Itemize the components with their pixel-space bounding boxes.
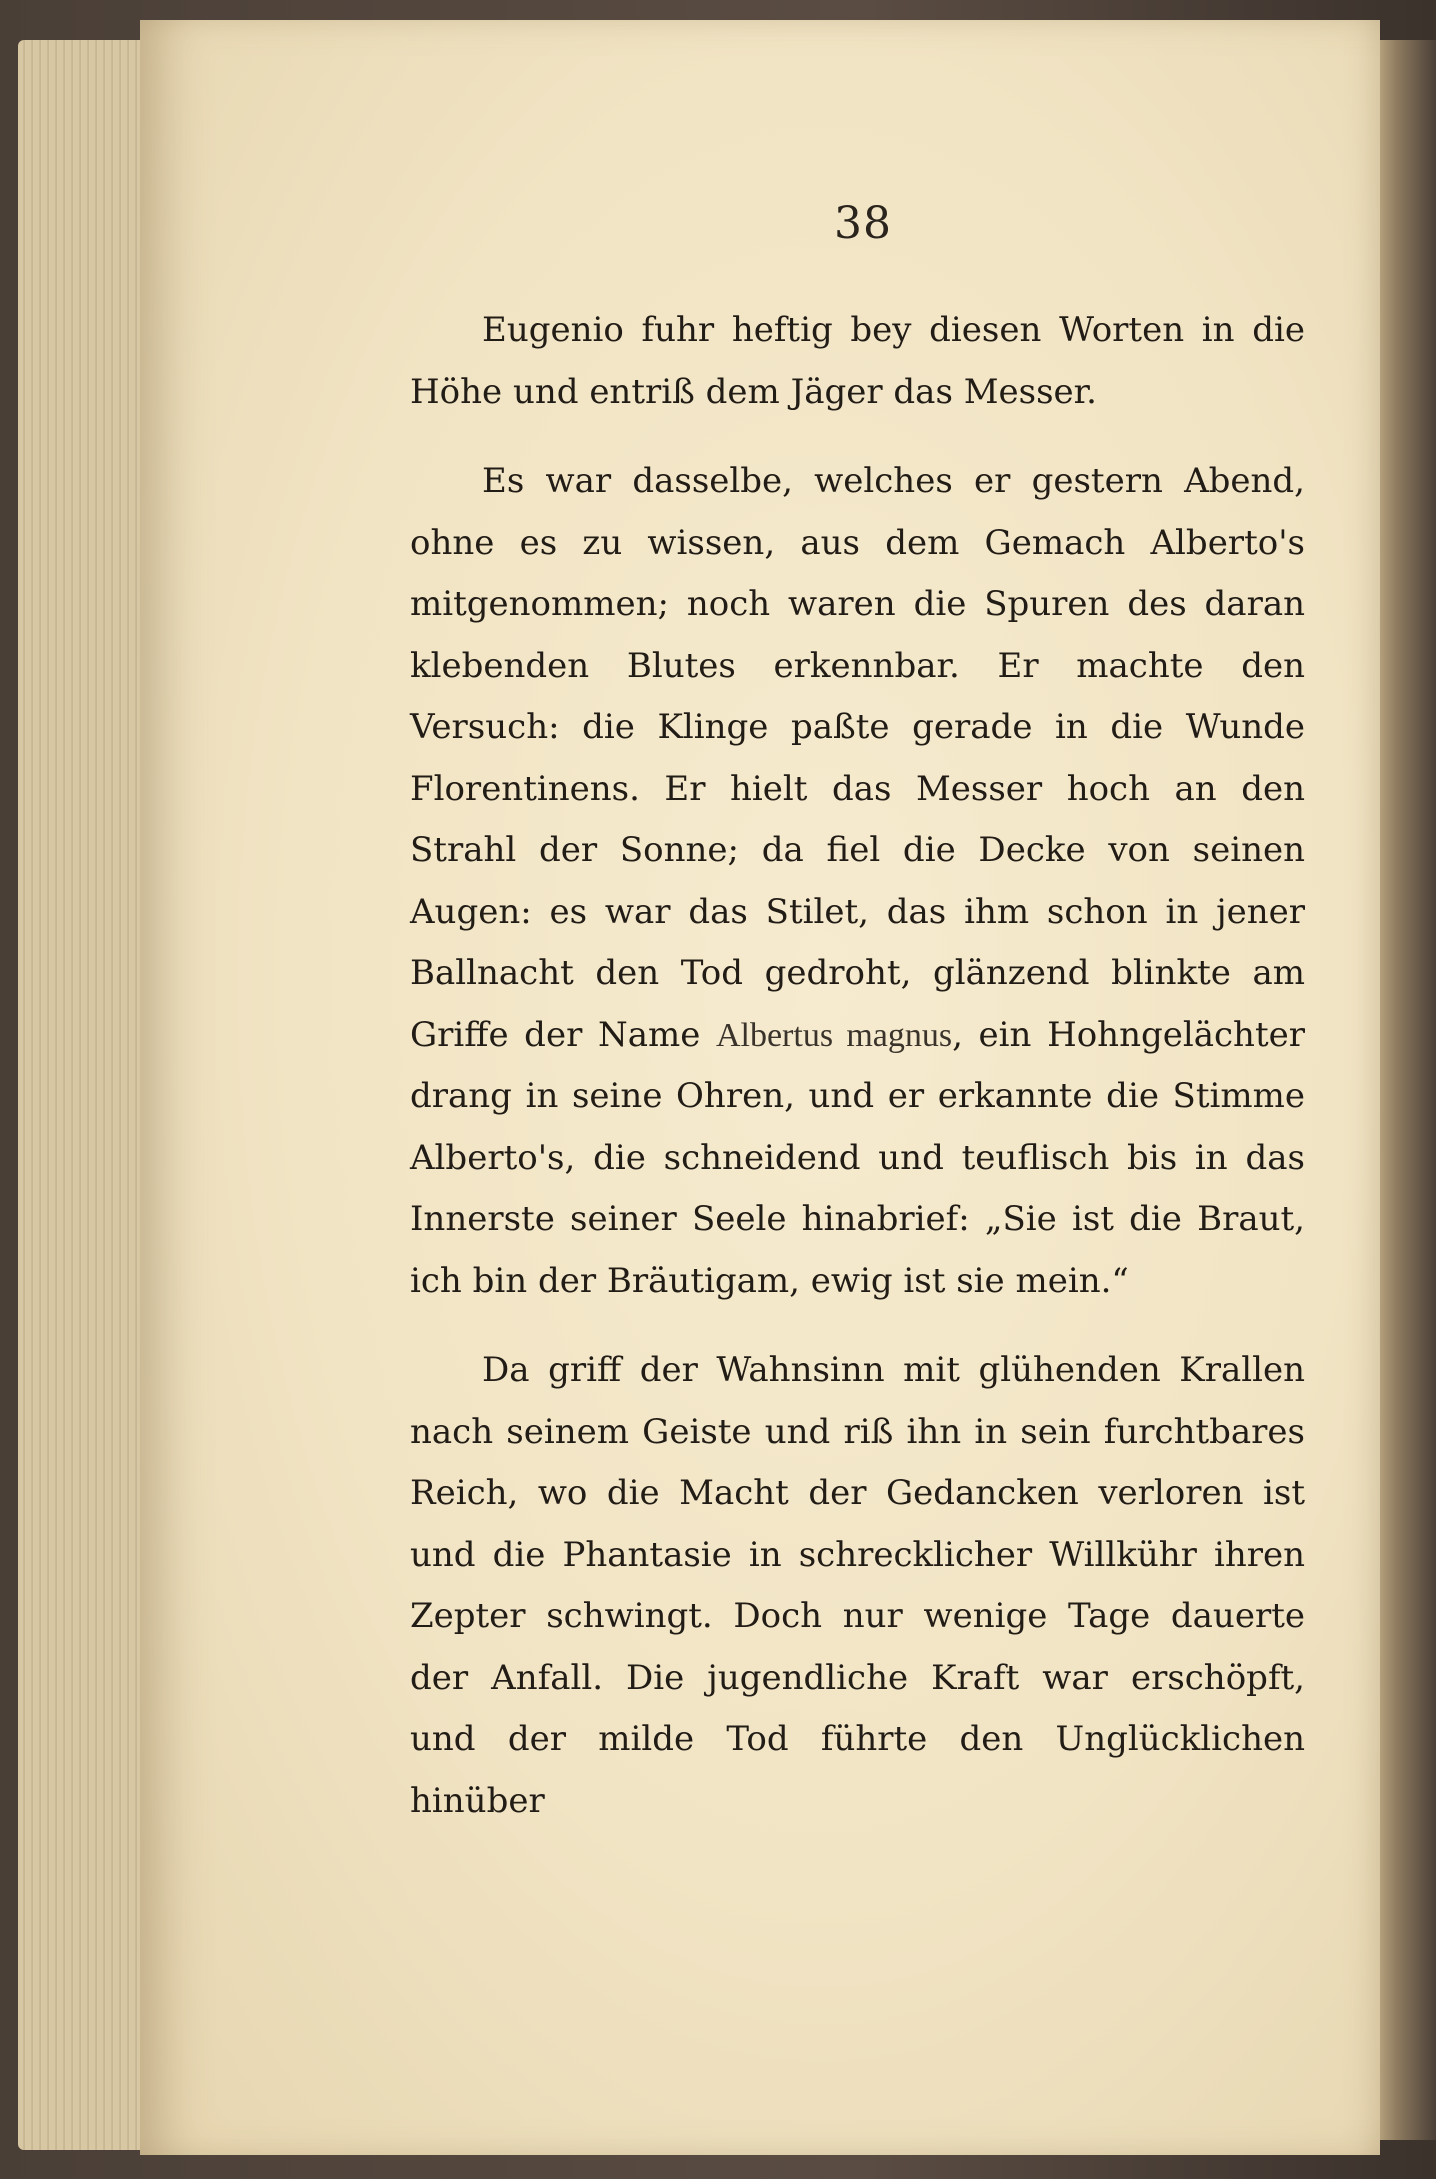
paragraph-3: Da griff der Wahnsinn mit glühenden Krallen nach seinem Geiste und riß ihn in sein furchtbares Reich, wo die Macht der Gedancken verloren ist und die Phantasie in schrecklicher Willkühr ihren Zepter schwingt. Doch nur wenige Tage dauerte der Anfall. Die jugendliche Kraft war erschöpft, und der milde Tod führte den Unglücklichen hinüber (410, 1350, 1305, 1821)
paragraph-2-part-a: Es war dasselbe, welches er gestern Abend, ohne es zu wissen, aus dem Gemach Alberto's mitgenommen; noch waren die Spuren des daran klebenden Blutes erkennbar. Er machte den Versuch: die Klinge paßte gerade in die Wunde Florentinens. Er hielt das Messer hoch an den Strahl der Sonne; da fiel die Decke von seinen Augen: es war das Stilet, das ihm schon in jener Ballnacht den Tod gedroht, glänzend blinkte am Griffe der Name (410, 461, 1305, 1055)
paragraph-1: Eugenio fuhr heftig bey diesen Worten in die Höhe und entriß dem Jäger das Messer. (410, 310, 1305, 412)
paragraph-2-part-b: , ein Hohngelächter drang in seine Ohren, und er erkannte die Stimme Alberto's, die schneidend und teuflisch bis in das Innerste seiner Seele hinabrief: „Sie ist die Braut, ich bin der Bräutigam, ewig ist sie mein.“ (410, 1014, 1305, 1301)
page-text (410, 300, 1305, 1832)
page-number: 38 (834, 198, 892, 249)
paragraph-2 (410, 451, 1305, 1312)
latin-name: Albertus magnus (715, 1016, 953, 1054)
